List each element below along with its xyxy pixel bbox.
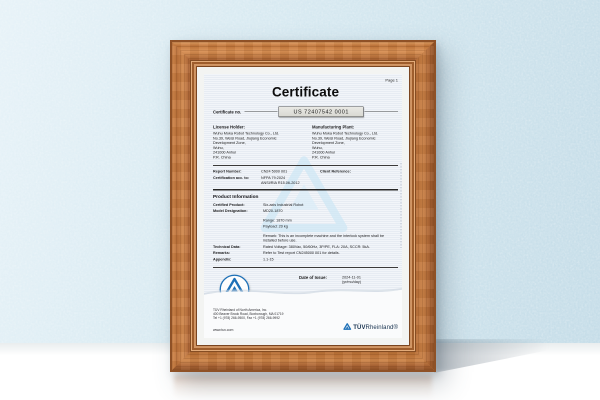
tuv-logo-triangle-icon (343, 323, 352, 331)
tuv-logo-wordmark (353, 324, 398, 331)
certificate-number-value: US 72407542 0001 (279, 107, 364, 118)
certificate-document (204, 74, 402, 338)
references-table (213, 169, 398, 185)
row-value: Payload: 20 kg (263, 224, 288, 229)
divider-rule (213, 165, 398, 166)
date-of-issue-label: Date of Issue: (299, 274, 327, 280)
frame-reflection (174, 375, 432, 399)
row-label (213, 218, 263, 223)
address-line: Wuhu, (213, 145, 224, 150)
logo-rheinland: Rheinland® (365, 323, 398, 331)
table-row (213, 202, 398, 207)
footer-website: www.tuv.com (213, 328, 234, 332)
holder-plant-columns (213, 125, 398, 160)
wooden-picture-frame (170, 40, 436, 372)
logo-tuv: TÜV (353, 323, 366, 331)
certification-standards (261, 176, 320, 186)
date-format-note: (yr/mo/day) (342, 279, 361, 284)
license-holder-heading: License Holder: (213, 124, 245, 130)
row-value: Refer to Test report CN245000 001 for details. (263, 250, 340, 255)
rule-segment (365, 112, 398, 113)
table-row (213, 251, 398, 256)
address-line: No.39, Weisi Road, Jiujiang Economic (213, 135, 277, 141)
row-value: MD20-1870 (263, 208, 283, 213)
certificate-body (204, 74, 402, 312)
table-row (213, 224, 398, 229)
address-line: P.R. China (213, 154, 231, 160)
footer-phone: Tel +1 (978) 266-9500, Fax +1 (978) 266-9992 (213, 316, 280, 320)
row-value: Range: 1870 mm (263, 217, 292, 223)
row-label: Remarks: (213, 250, 231, 255)
certificate-paper (204, 74, 402, 338)
address-line: Development Zone, (213, 140, 246, 145)
certificate-number-row (213, 107, 398, 118)
tuv-rheinland-logo (343, 323, 398, 331)
address-line: 241000 Anhui (312, 150, 335, 155)
report-number-label: Report Number: (213, 168, 242, 174)
divider-rule (213, 267, 398, 268)
frame-left-molding (172, 42, 192, 370)
table-row (213, 244, 398, 249)
frame-bottom-molding (172, 350, 434, 370)
date-of-issue-value (342, 275, 361, 285)
page-number: Page 1 (385, 78, 398, 83)
address-line: Wuhu Moka Robot Technology Co., Ltd. (213, 131, 280, 136)
certificate-number-label: Certificate no. (213, 109, 242, 115)
row-value: Remark: This is an incomplete machine and the interlock system shall be installed before use. (263, 233, 385, 243)
standard-2: ANSI/RIA R15.06-2012 (261, 180, 300, 185)
table-row (213, 209, 398, 214)
table-row (213, 233, 398, 243)
frame-top-molding (172, 42, 434, 62)
rule-segment (244, 112, 277, 113)
row-label (213, 224, 263, 229)
certification-acc-label: Certification acc. to: (213, 175, 250, 180)
row-value: Six-axis Industrial Robot (263, 202, 304, 207)
row-label: Certified Product: (213, 202, 245, 207)
issue-date: 2024-11-01 (342, 274, 361, 280)
license-holder-block (213, 125, 312, 160)
address-line: Development Zone, (312, 140, 345, 145)
table-row (213, 257, 398, 262)
certificate-title: Certificate (271, 84, 340, 100)
empty-cell (320, 176, 398, 186)
report-number-value: CN24 5000 001 (261, 168, 288, 174)
address-line: No.39, Weisi Road, Jiujiang Economic (312, 135, 376, 141)
row-value: Rated Voltage: 380Vac, 50/60Hz, 3P/PE, FLA: 20A, SCCR: 5kA. (263, 244, 370, 249)
footer-company: TÜV Rheinland of North America, Inc. (213, 308, 268, 312)
frame-right-molding (414, 42, 434, 370)
footer-wave-decoration (204, 284, 402, 299)
section-divider-thick (213, 189, 398, 190)
address-line: 241000 Anhui (213, 150, 236, 155)
footer-address: 400 Beaver Brook Road, Boxborough, MA 01719 (213, 312, 284, 316)
product-information-heading: Product Information (213, 193, 259, 200)
row-label: Model Designation: (213, 208, 248, 213)
manufacturing-plant-heading: Manufacturing Plant: (312, 124, 355, 130)
row-label: Appendix: (213, 256, 232, 262)
table-row (213, 218, 398, 223)
row-value: 1.1-15 (263, 256, 274, 262)
address-line: Wuhu, (312, 145, 323, 150)
certificate-footer (213, 309, 398, 333)
client-reference-label: Client Reference: (320, 168, 351, 174)
address-line: Wuhu Moka Robot Technology Co., Ltd. (312, 131, 379, 136)
manufacturing-plant-block (312, 125, 398, 160)
row-label (213, 233, 263, 243)
row-label: Technical Data: (213, 244, 241, 249)
product-information-table (213, 202, 398, 261)
standard-1: NFPA 79:2024 (261, 175, 286, 180)
address-line: P.R. China (312, 154, 330, 160)
